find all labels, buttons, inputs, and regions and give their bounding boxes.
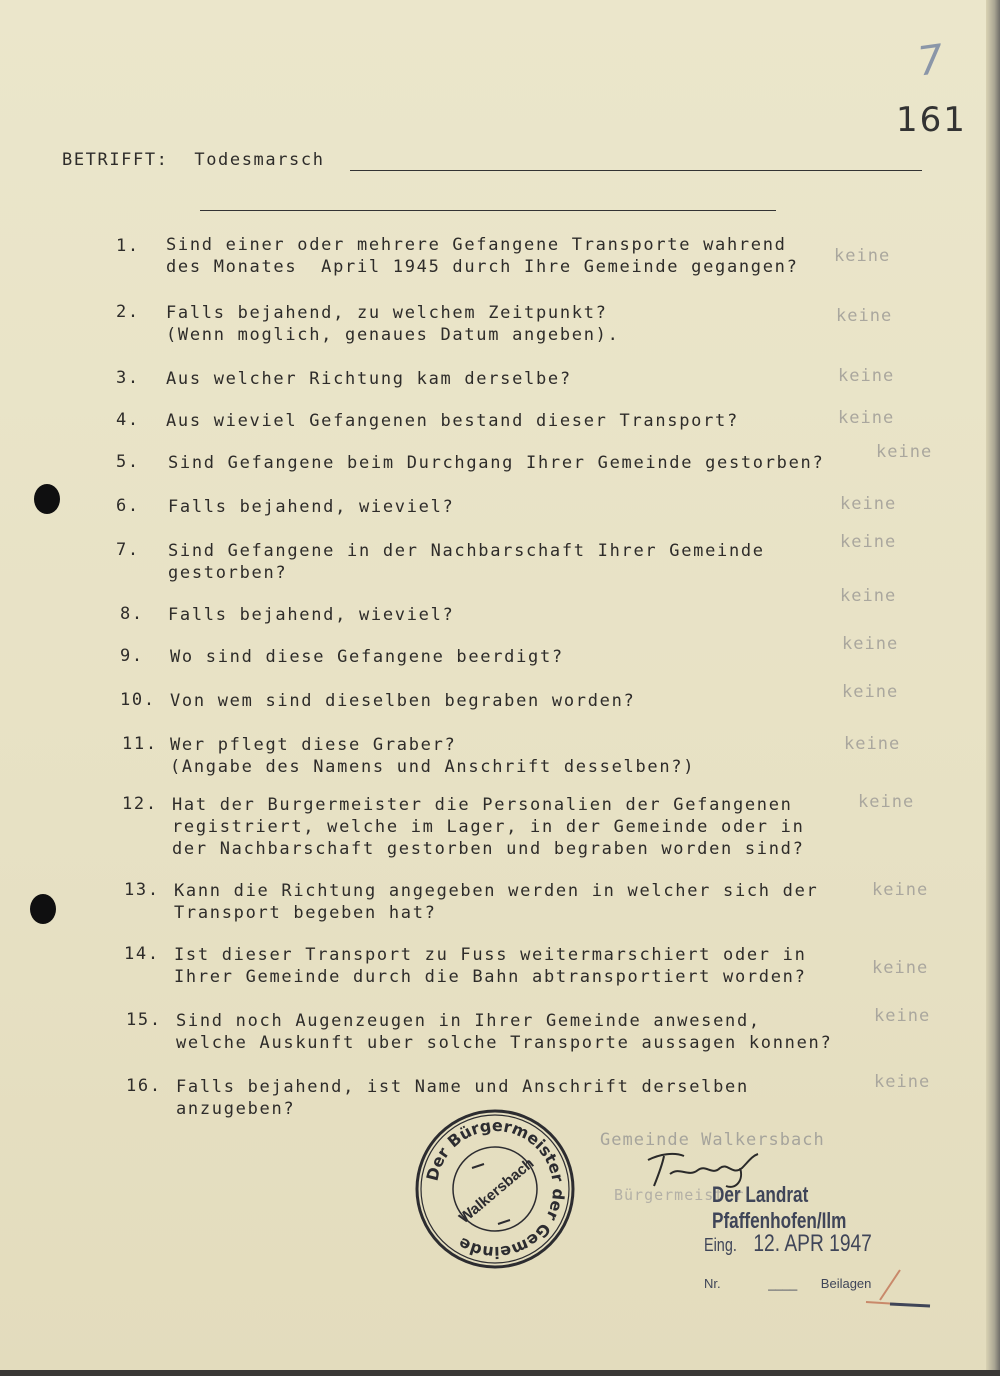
question-number: 1. [116, 236, 140, 256]
received-date: 12. APR 1947 [753, 1230, 872, 1257]
seal-ring-text: Der Bürgermeister der Gemeinde [422, 1115, 569, 1263]
punch-hole-top [34, 484, 60, 514]
attachments-label: Beilagen [820, 1276, 872, 1291]
question-number: 15. [126, 1010, 162, 1030]
question-number: 16. [126, 1076, 162, 1096]
question-text: Sind noch Augenzeugen in Ihrer Gemeinde anwesend, welche Auskunft uber solche Transporte aussagen konnen? [176, 1011, 833, 1053]
seal-center-text: Walkersbach [455, 1154, 538, 1227]
subject-underline [350, 170, 922, 171]
registry-stamp-title: Der Landrat Pfaffenhofen/Ilm [712, 1182, 847, 1233]
official-seal [414, 1106, 576, 1272]
answer: keine [842, 682, 899, 702]
punch-hole-bottom [30, 894, 56, 924]
question-text: Falls bejahend, wieviel? [168, 497, 455, 517]
question-text: Sind Gefangene beim Durchgang Ihrer Gemeinde gestorben? [168, 453, 825, 473]
answer: keine [876, 442, 933, 462]
question-text: Ist dieser Transport zu Fuss weitermarschiert oder in Ihrer Gemeinde durch die Bahn abtransportiert worden? [174, 945, 807, 987]
question-number: 5. [116, 452, 140, 472]
answer: keine [838, 408, 895, 428]
question-number: 3. [116, 368, 140, 388]
question-text: Sind einer oder mehrere Gefangene Transporte wahrend des Monates April 1945 durch Ihre Gemeinde gegangen? [166, 235, 799, 277]
registry-stamp-footer: Nr. ____ Beilagen [704, 1276, 872, 1291]
registry-stamp-scribble [860, 1262, 932, 1312]
question-text: Wer pflegt diese Graber? (Angabe des Namens und Anschrift desselben?) [170, 735, 696, 777]
subject-value: Todesmarsch [194, 150, 325, 170]
question-text: Kann die Richtung angegeben werden in welcher sich der Transport begeben hat? [174, 881, 819, 923]
question-number: 6. [116, 496, 140, 516]
question-text: Aus wieviel Gefangenen bestand dieser Transport? [166, 411, 739, 431]
mayor-label: Bürgermeister [614, 1186, 745, 1204]
answer: keine [840, 494, 897, 514]
question-number: 13. [124, 880, 160, 900]
answer: keine [840, 532, 897, 552]
answer: keine [874, 1072, 931, 1092]
question-text: Aus welcher Richtung kam derselbe? [166, 369, 572, 389]
answer: keine [834, 246, 891, 266]
answer: keine [872, 958, 929, 978]
municipality-stamp: Gemeinde Walkersbach [600, 1130, 825, 1150]
answer: keine [838, 366, 895, 386]
answer: keine [858, 792, 915, 812]
subject-line [62, 150, 325, 170]
number-label: Nr. [704, 1276, 721, 1291]
corner-mark: 7 [914, 36, 947, 86]
answer: keine [872, 880, 929, 900]
question-number: 2. [116, 302, 140, 322]
answer: keine [836, 306, 893, 326]
question-text: Falls bejahend, ist Name und Anschrift derselben anzugeben? [176, 1077, 749, 1119]
question-text: Hat der Burgermeister die Personalien der Gefangenen registriert, welche im Lager, in der Gemeinde oder in der Nachbarschaft gestorben und begraben worden sind? [172, 795, 805, 859]
question-number: 7. [116, 540, 140, 560]
question-text: Falls bejahend, zu welchem Zeitpunkt? (Wenn moglich, genaues Datum angeben). [166, 303, 620, 345]
answer: keine [874, 1006, 931, 1026]
question-text: Sind Gefangene in der Nachbarschaft Ihrer Gemeinde gestorben? [168, 541, 765, 583]
answer: keine [844, 734, 901, 754]
question-number: 10. [120, 690, 156, 710]
question-number: 12. [122, 794, 158, 814]
question-number: 4. [116, 410, 140, 430]
page-edge-bottom [0, 1370, 1000, 1376]
registry-stamp-date-line [704, 1230, 872, 1258]
page-edge-right [986, 0, 1000, 1376]
question-number: 11. [122, 734, 158, 754]
question-text: Von wem sind dieselben begraben worden? [170, 691, 636, 711]
question-number: 14. [124, 944, 160, 964]
question-text: Wo sind diese Gefangene beerdigt? [170, 647, 564, 667]
subject-underline-2 [200, 210, 776, 211]
subject-label: BETRIFFT: [62, 150, 169, 170]
received-label: Eing. [704, 1235, 737, 1255]
answer: keine [840, 586, 897, 606]
question-number: 9. [120, 646, 144, 666]
answer: keine [842, 634, 899, 654]
question-text: Falls bejahend, wieviel? [168, 605, 455, 625]
question-number: 8. [120, 604, 144, 624]
page-number: 161 [896, 100, 967, 140]
